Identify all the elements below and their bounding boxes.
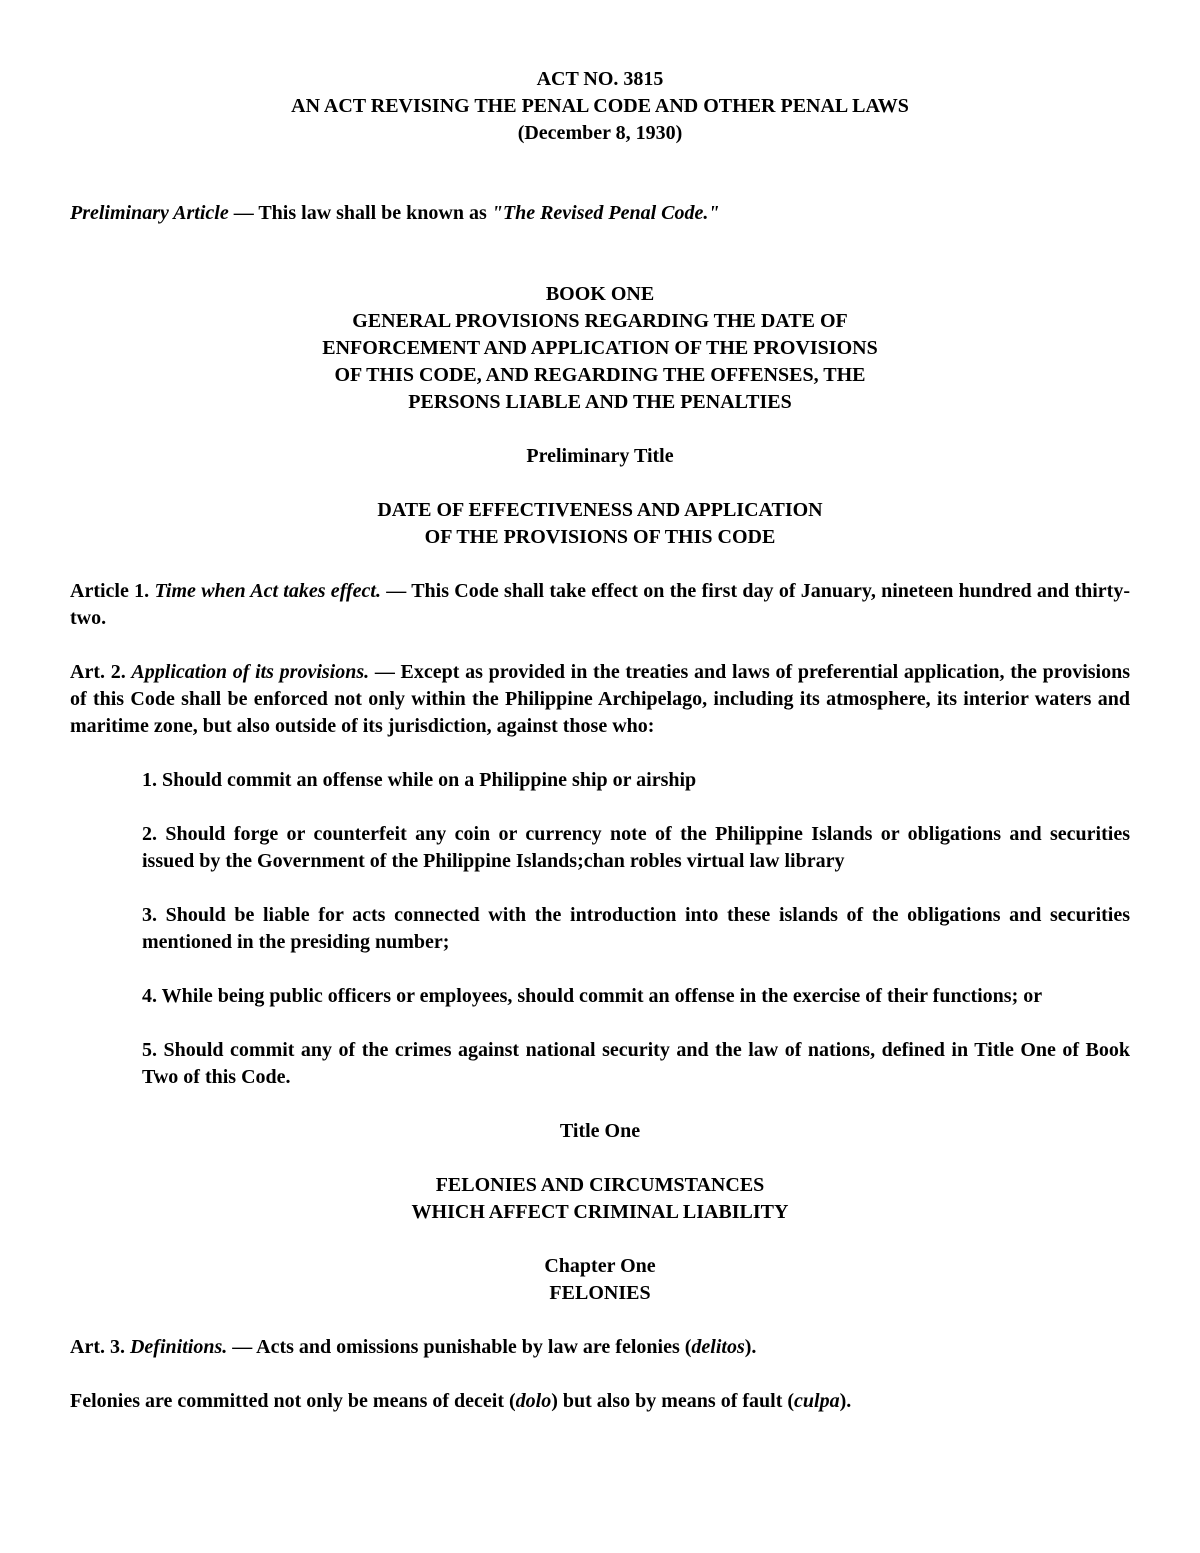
chapter-one-subheading: FELONIES — [549, 1282, 651, 1304]
article-3-number: Art. 3. — [70, 1336, 125, 1358]
article-2-title: Application of its provisions. — [131, 661, 370, 683]
article-2-number: Art. 2. — [70, 661, 126, 683]
article-1 — [70, 578, 1130, 632]
term-delitos: delitos — [691, 1336, 745, 1358]
article-2-text: — Except as provided in the treaties and laws of preferential application, the provisions of this Code shall be enforced not only within the Philippine Archipelago, including its atmosphere, its interior waters and maritime zone, but also outside of its jurisdiction, against those who: — [70, 661, 1131, 737]
act-number: ACT NO. 3815 — [536, 68, 664, 90]
article-1-number: Article 1. — [70, 580, 150, 602]
document-page — [70, 66, 1130, 1415]
title-one-subheading — [70, 1172, 1130, 1226]
article-3-paragraph-2 — [70, 1388, 1130, 1415]
article-3-p2-text: ). — [839, 1390, 852, 1412]
preliminary-title-heading: Preliminary Title — [526, 445, 674, 467]
act-title: AN ACT REVISING THE PENAL CODE AND OTHER PENAL LAWS — [291, 95, 909, 117]
list-item: 1. Should commit an offense while on a Philippine ship or airship — [142, 769, 697, 791]
list-item: 5. Should commit any of the crimes against national security and the law of nations, defined in Title One of Book Two of this Code. — [142, 1039, 1130, 1088]
article-2 — [70, 659, 1130, 740]
title-one-line: FELONIES AND CIRCUMSTANCES — [435, 1174, 765, 1196]
article-3-title: Definitions. — [129, 1336, 228, 1358]
chapter-one-heading: Chapter One — [544, 1255, 656, 1277]
preliminary-article-label: Preliminary Article — [70, 202, 229, 224]
book-one-heading-block — [70, 281, 1130, 416]
article-3-p2-text: Felonies are committed not only be means of deceit ( — [70, 1390, 516, 1412]
book-one-line: ENFORCEMENT AND APPLICATION OF THE PROVISIONS — [322, 337, 878, 359]
term-culpa: culpa — [794, 1390, 840, 1412]
act-header — [70, 66, 1130, 147]
preliminary-title-line: DATE OF EFFECTIVENESS AND APPLICATION — [377, 499, 823, 521]
book-one-line: OF THIS CODE, AND REGARDING THE OFFENSES, THE — [334, 364, 866, 386]
book-one-line: PERSONS LIABLE AND THE PENALTIES — [408, 391, 792, 413]
preliminary-article-text: — This law shall be known as — [228, 202, 492, 224]
preliminary-title-subheading — [70, 497, 1130, 551]
chapter-one-heading-block — [70, 1253, 1130, 1307]
title-one-line: WHICH AFFECT CRIMINAL LIABILITY — [411, 1201, 789, 1223]
list-item: 4. While being public officers or employees, should commit an offense in the exercise of their functions; or — [142, 985, 1043, 1007]
article-3-text-end: ). — [744, 1336, 757, 1358]
list-item: 2. Should forge or counterfeit any coin or currency note of the Philippine Islands or obligations and securities issued by the Government of the Philippine Islands;chan robles virtual law library — [142, 823, 1130, 872]
article-1-title: Time when Act takes effect. — [154, 580, 381, 602]
code-name: "The Revised Penal Code." — [491, 202, 720, 224]
article-3-text: — Acts and omissions punishable by law are felonies ( — [227, 1336, 692, 1358]
list-item: 3. Should be liable for acts connected with the introduction into these islands of the obligations and securities mentioned in the presiding number; — [142, 904, 1130, 953]
book-one-line: GENERAL PROVISIONS REGARDING THE DATE OF — [352, 310, 848, 332]
title-one-heading: Title One — [559, 1120, 641, 1142]
article-1-text: — This Code shall take effect on the first day of January, nineteen hundred and thirty-two. — [70, 580, 1131, 629]
preliminary-title-line: OF THE PROVISIONS OF THIS CODE — [424, 526, 776, 548]
term-dolo: dolo — [515, 1390, 552, 1412]
act-date: (December 8, 1930) — [517, 122, 683, 144]
article-3 — [70, 1334, 1130, 1361]
article-3-p2-text: ) but also by means of fault ( — [551, 1390, 795, 1412]
preliminary-article — [70, 200, 1130, 227]
book-one-heading: BOOK ONE — [545, 283, 655, 305]
